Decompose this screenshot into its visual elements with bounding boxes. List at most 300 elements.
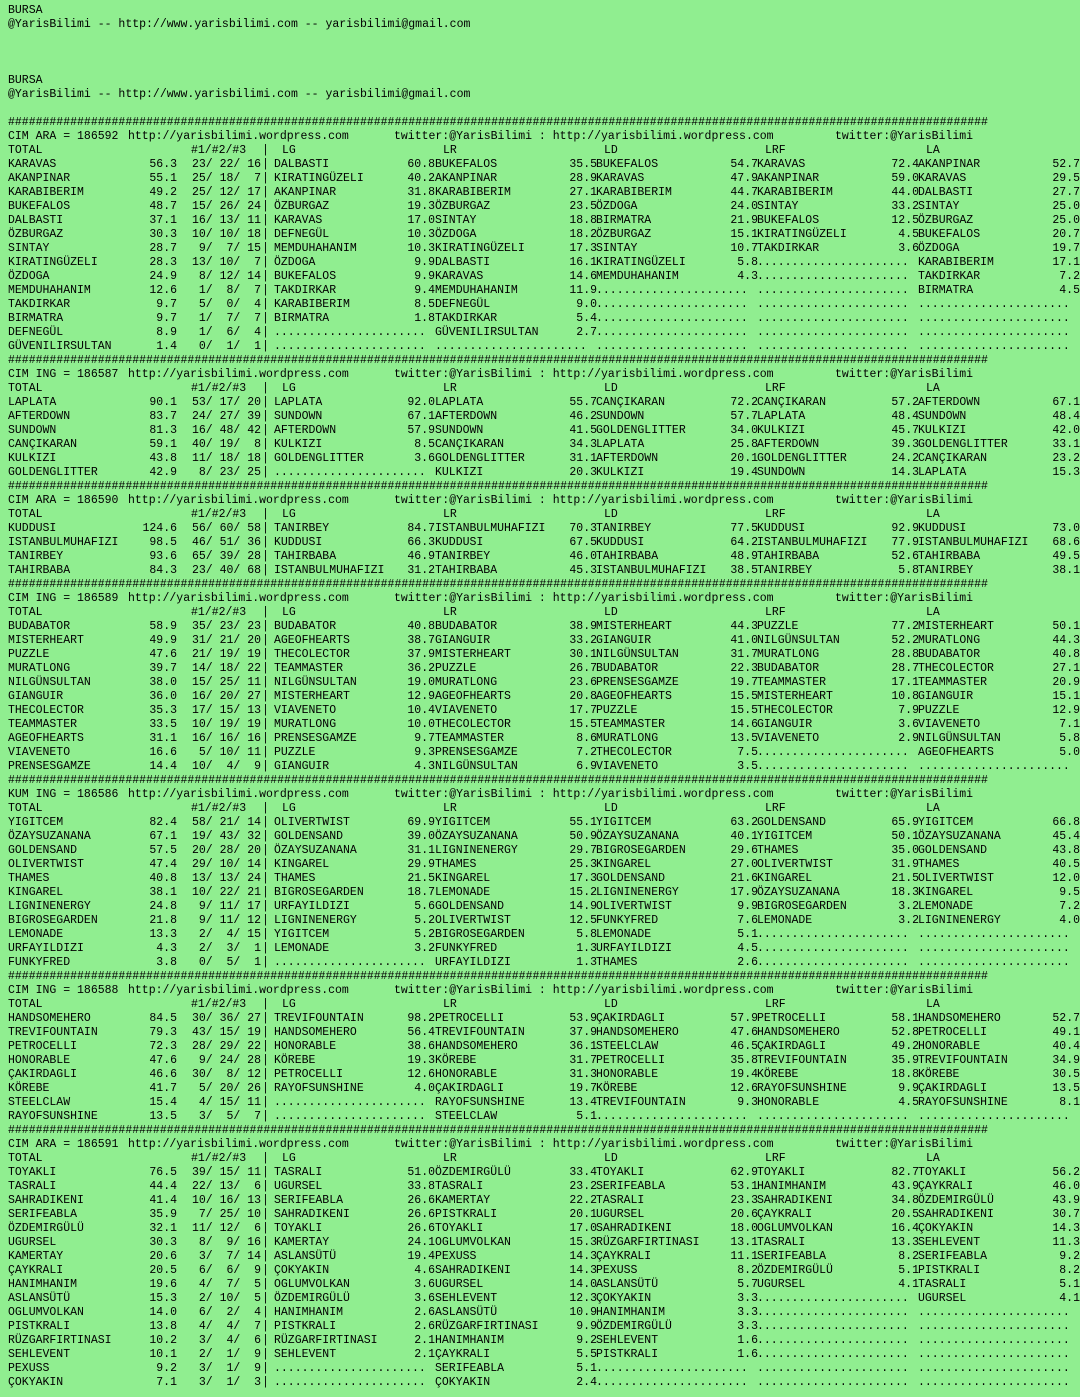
ld-name: ÇOKYAKIN — [596, 1292, 652, 1305]
total-name: YIGITCEM — [8, 816, 64, 829]
total-name: ÖZBURGAZ — [8, 228, 64, 241]
col-divider: | — [262, 214, 269, 227]
col-divider: | — [262, 704, 269, 717]
total-score: 10.1 — [149, 1348, 177, 1361]
lg-empty: ...................... — [274, 1362, 426, 1375]
total-score: 24.8 — [149, 900, 177, 913]
lr-name: RÜZGARFIRTINASI — [435, 1320, 539, 1333]
lr-score: 6.9 — [576, 760, 597, 773]
la-score: 20.7 — [1052, 228, 1080, 241]
separator-line: ############################################################################################################################################## — [8, 354, 988, 367]
col-total: TOTAL — [8, 1152, 43, 1165]
la-name: THECOLECTOR — [918, 662, 994, 675]
total-name: BIRMATRA — [8, 312, 64, 325]
place-counts: 16/ 16/ 16 — [191, 732, 261, 745]
lr-score: 41.5 — [569, 424, 597, 437]
total-score: 30.3 — [149, 1236, 177, 1249]
la-empty: ...................... — [918, 298, 1070, 311]
lrf-name: PETROCELLI — [757, 1012, 827, 1025]
col-total: TOTAL — [8, 802, 43, 815]
total-name: PISTKRALI — [8, 1320, 71, 1333]
column-header — [8, 998, 1080, 1012]
total-name: STEELCLAW — [8, 1096, 71, 1109]
col-divider: | — [262, 1166, 269, 1179]
lr-score: 28.9 — [569, 172, 597, 185]
lg-name: BUDABATOR — [274, 620, 337, 633]
lg-score: 2.1 — [414, 1348, 435, 1361]
table-row — [8, 564, 1080, 578]
total-score: 19.6 — [149, 1278, 177, 1291]
table-row — [8, 956, 1080, 970]
place-counts: 11/ 18/ 18 — [191, 452, 261, 465]
la-score: 15.3 — [1052, 466, 1080, 479]
col-divider: | — [262, 1110, 269, 1123]
lg-empty: ...................... — [274, 1110, 426, 1123]
la-score: 38.1 — [1052, 564, 1080, 577]
lr-score: 14.9 — [569, 900, 597, 913]
table-row — [8, 1166, 1080, 1180]
lg-name: HANIMHANIM — [274, 1306, 344, 1319]
table-row — [8, 1250, 1080, 1264]
lg-name: GOLDENGLITTER — [274, 452, 364, 465]
intro-line: BURSA — [8, 74, 43, 87]
lrf-empty: ...................... — [757, 256, 909, 269]
lr-score: 30.1 — [569, 648, 597, 661]
lrf-empty: ...................... — [757, 956, 909, 969]
ld-name: URFAYILDIZI — [596, 942, 672, 955]
total-score: 13.8 — [149, 1320, 177, 1333]
ld-name: KUDDUSI — [596, 536, 645, 549]
column-header — [8, 1152, 1080, 1166]
lg-score: 33.8 — [407, 1180, 435, 1193]
lr-name: THAMES — [435, 858, 477, 871]
lg-name: SEHLEVENT — [274, 1348, 337, 1361]
table-row — [8, 256, 1080, 270]
lg-name: URFAYILDIZI — [274, 900, 350, 913]
lg-score: 9.3 — [414, 746, 435, 759]
col-lrf: LRF — [765, 1152, 786, 1165]
ld-score: 9.3 — [737, 1096, 758, 1109]
total-score: 24.9 — [149, 270, 177, 283]
lrf-score: 59.0 — [891, 172, 919, 185]
la-score: 12.9 — [1052, 704, 1080, 717]
place-counts: 15/ 26/ 24 — [191, 200, 261, 213]
lg-score: 1.8 — [414, 312, 435, 325]
table-row — [8, 914, 1080, 928]
lr-name: GOLDENSAND — [435, 900, 505, 913]
la-score: 9.2 — [1059, 1250, 1080, 1263]
col-lg: LG — [282, 508, 296, 521]
place-counts: 30/ 36/ 27 — [191, 1012, 261, 1025]
ld-empty: ...................... — [596, 326, 748, 339]
total-score: 79.3 — [149, 1026, 177, 1039]
lr-score: 36.1 — [569, 1040, 597, 1053]
lr-name: SUNDOWN — [435, 424, 484, 437]
table-row — [8, 634, 1080, 648]
lrf-score: 21.5 — [891, 872, 919, 885]
la-empty: ...................... — [918, 340, 1070, 353]
la-name: VIAVENETO — [918, 718, 981, 731]
la-name: UGURSEL — [918, 1292, 967, 1305]
ld-name: ÖZBURGAZ — [596, 228, 652, 241]
la-score: 49.5 — [1052, 550, 1080, 563]
ld-score: 31.7 — [730, 648, 758, 661]
total-name: OGLUMVOLKAN — [8, 1306, 84, 1319]
lrf-name: TANIRBEY — [757, 564, 813, 577]
col-la: LA — [926, 144, 940, 157]
table-row — [8, 536, 1080, 550]
total-score: 15.3 — [149, 1292, 177, 1305]
total-name: MURATLONG — [8, 662, 71, 675]
la-name: BUKEFALOS — [918, 228, 981, 241]
place-counts: 13/ 13/ 24 — [191, 872, 261, 885]
table-row — [8, 1348, 1080, 1362]
place-counts: 20/ 28/ 20 — [191, 844, 261, 857]
lr-name: STEELCLAW — [435, 1110, 498, 1123]
la-score: 48.4 — [1052, 410, 1080, 423]
total-name: RÜZGARFIRTINASI — [8, 1334, 112, 1347]
place-counts: 10/ 22/ 21 — [191, 886, 261, 899]
col-divider: | — [262, 382, 269, 395]
lr-score: 2.4 — [576, 1376, 597, 1389]
lg-name: LIGNINENERGY — [274, 914, 357, 927]
col-divider: | — [262, 858, 269, 871]
la-score: 73.0 — [1052, 522, 1080, 535]
lg-score: 2.1 — [414, 1334, 435, 1347]
lg-score: 21.5 — [407, 872, 435, 885]
col-divider: | — [262, 438, 269, 451]
total-score: 55.1 — [149, 172, 177, 185]
col-divider: | — [262, 172, 269, 185]
la-score: 67.1 — [1052, 396, 1080, 409]
lg-name: ÖZAYSUZANANA — [274, 844, 357, 857]
ld-score: 22.3 — [730, 662, 758, 675]
lrf-empty: ...................... — [757, 284, 909, 297]
lg-name: ÇOKYAKIN — [274, 1264, 330, 1277]
lrf-score: 45.7 — [891, 424, 919, 437]
lg-score: 92.0 — [407, 396, 435, 409]
la-name: ÇAKIRDAGLI — [918, 1082, 988, 1095]
lr-score: 27.1 — [569, 186, 597, 199]
la-name: SAHRADIKENI — [918, 1208, 994, 1221]
total-score: 98.5 — [149, 536, 177, 549]
total-score: 9.2 — [156, 1362, 177, 1375]
col-divider: | — [262, 1250, 269, 1263]
lg-score: 46.9 — [407, 550, 435, 563]
lg-score: 84.7 — [407, 522, 435, 535]
ld-score: 20.1 — [730, 452, 758, 465]
total-score: 28.3 — [149, 256, 177, 269]
lrf-name: THAMES — [757, 844, 799, 857]
total-name: ÇAKIRDAGLI — [8, 1068, 78, 1081]
ld-name: PUZZLE — [596, 704, 638, 717]
total-score: 7.1 — [156, 1376, 177, 1389]
lr-score: 14.3 — [569, 1250, 597, 1263]
lrf-name: GOLDENGLITTER — [757, 452, 847, 465]
lr-score: 17.7 — [569, 704, 597, 717]
lr-score: 15.5 — [569, 718, 597, 731]
col-divider: | — [262, 816, 269, 829]
col-lg: LG — [282, 998, 296, 1011]
total-score: 82.4 — [149, 816, 177, 829]
lg-score: 67.1 — [407, 410, 435, 423]
lr-score: 9.2 — [576, 1334, 597, 1347]
ld-score: 57.7 — [730, 410, 758, 423]
total-name: MISTERHEART — [8, 634, 84, 647]
lg-name: AFTERDOWN — [274, 424, 337, 437]
lg-name: KULKIZI — [274, 438, 323, 451]
race-label: CIM ING = 186587 — [8, 368, 119, 381]
col-lr: LR — [443, 1152, 457, 1165]
total-name: SAHRADIKENI — [8, 1194, 84, 1207]
place-counts: 21/ 19/ 19 — [191, 648, 261, 661]
place-counts: 4/ 15/ 11 — [198, 1096, 261, 1109]
col-divider: | — [262, 648, 269, 661]
lg-score: 56.4 — [407, 1026, 435, 1039]
la-score: 14.3 — [1052, 1222, 1080, 1235]
la-name: TASRALI — [918, 1278, 967, 1291]
race-header — [8, 984, 1080, 998]
la-score: 4.0 — [1059, 914, 1080, 927]
ld-score: 21.6 — [730, 872, 758, 885]
column-header — [8, 802, 1080, 816]
ld-name: MURATLONG — [596, 732, 659, 745]
intro-line: BURSA — [8, 4, 43, 17]
la-score: 7.2 — [1059, 900, 1080, 913]
total-name: NILGÜNSULTAN — [8, 676, 91, 689]
table-row — [8, 550, 1080, 564]
total-name: SINTAY — [8, 242, 50, 255]
ld-score: 29.6 — [730, 844, 758, 857]
ld-name: KIRATINGÜZELI — [596, 256, 686, 269]
lrf-name: KUDDUSI — [757, 522, 806, 535]
total-score: 36.0 — [149, 690, 177, 703]
col-divider: | — [262, 284, 269, 297]
ld-score: 19.7 — [730, 676, 758, 689]
lrf-score: 65.9 — [891, 816, 919, 829]
ld-name: MISTERHEART — [596, 620, 672, 633]
lg-name: OGLUMVOLKAN — [274, 1278, 350, 1291]
place-counts: 10/ 4/ 9 — [191, 760, 261, 773]
place-counts: 1/ 6/ 4 — [198, 326, 261, 339]
lrf-score: 24.2 — [891, 452, 919, 465]
table-row — [8, 620, 1080, 634]
col-divider: | — [262, 186, 269, 199]
col-lrf: LRF — [765, 606, 786, 619]
ld-score: 8.2 — [737, 1264, 758, 1277]
total-name: PEXUSS — [8, 1362, 50, 1375]
lg-score: 12.9 — [407, 690, 435, 703]
lrf-score: 58.1 — [891, 1012, 919, 1025]
ld-score: 3.3 — [737, 1320, 758, 1333]
place-counts: 10/ 16/ 13 — [191, 1194, 261, 1207]
lrf-name: GIANGUIR — [757, 718, 813, 731]
col-lr: LR — [443, 144, 457, 157]
lrf-score: 28.7 — [891, 662, 919, 675]
lrf-score: 3.2 — [898, 900, 919, 913]
lrf-name: RAYOFSUNSHINE — [757, 1082, 847, 1095]
lr-name: ISTANBULMUHAFIZI — [435, 522, 546, 535]
lr-score: 5.5 — [576, 1348, 597, 1361]
lrf-score: 3.6 — [898, 718, 919, 731]
lr-score: 2.7 — [576, 326, 597, 339]
table-row — [8, 928, 1080, 942]
separator-line: ############################################################################################################################################## — [8, 774, 988, 787]
table-row — [8, 200, 1080, 214]
lrf-score: 52.8 — [891, 1026, 919, 1039]
table-row — [8, 662, 1080, 676]
la-name: LEMONADE — [918, 900, 974, 913]
lrf-score: 10.8 — [891, 690, 919, 703]
col-divider: | — [262, 998, 269, 1011]
lrf-score: 9.9 — [898, 1082, 919, 1095]
la-name: SERIFEABLA — [918, 1250, 988, 1263]
col-positions: #1/#2/#3 — [191, 998, 247, 1011]
lr-score: 20.3 — [569, 466, 597, 479]
table-row — [8, 242, 1080, 256]
la-score: 52.7 — [1052, 1012, 1080, 1025]
col-divider: | — [262, 396, 269, 409]
lrf-score: 5.1 — [898, 1264, 919, 1277]
lrf-name: TEAMMASTER — [757, 676, 827, 689]
ld-name: GOLDENGLITTER — [596, 424, 686, 437]
la-name: TAHIRBABA — [918, 550, 981, 563]
lr-name: THECOLECTOR — [435, 718, 511, 731]
ld-name: TASRALI — [596, 1194, 645, 1207]
lr-score: 38.9 — [569, 620, 597, 633]
col-divider: | — [262, 564, 269, 577]
lrf-score: 20.5 — [891, 1208, 919, 1221]
lg-name: DEFNEGÜL — [274, 228, 330, 241]
lr-name: GIANGUIR — [435, 634, 491, 647]
lrf-name: AKANPINAR — [757, 172, 820, 185]
place-counts: 2/ 3/ 1 — [198, 942, 261, 955]
ld-name: KÖREBE — [596, 1082, 638, 1095]
ld-score: 54.7 — [730, 158, 758, 171]
lrf-score: 48.4 — [891, 410, 919, 423]
total-name: ÖZDOGA — [8, 270, 50, 283]
lg-name: PETROCELLI — [274, 1068, 344, 1081]
lrf-name: KARABIBERIM — [757, 186, 833, 199]
separator-line: ############################################################################################################################################## — [8, 578, 988, 591]
ld-score: 21.9 — [730, 214, 758, 227]
la-score: 5.0 — [1059, 746, 1080, 759]
lr-name: KAMERTAY — [435, 1194, 491, 1207]
lrf-score: 8.2 — [898, 1250, 919, 1263]
place-counts: 28/ 29/ 22 — [191, 1040, 261, 1053]
table-row — [8, 466, 1080, 480]
separator-line: ############################################################################################################################################## — [8, 1124, 988, 1137]
col-la: LA — [926, 802, 940, 815]
total-score: 84.5 — [149, 1012, 177, 1025]
table-row — [8, 1292, 1080, 1306]
total-name: KÖREBE — [8, 1082, 50, 1095]
lg-score: 9.9 — [414, 270, 435, 283]
total-name: GOLDENGLITTER — [8, 466, 98, 479]
total-name: LAPLATA — [8, 396, 57, 409]
lg-name: ÖZDEMIRGÜLÜ — [274, 1292, 350, 1305]
ld-score: 1.6 — [737, 1348, 758, 1361]
twitter-handle: twitter:@YarisBilimi — [835, 592, 974, 605]
lg-name: PUZZLE — [274, 746, 316, 759]
total-score: 13.5 — [149, 1110, 177, 1123]
la-name: SEHLEVENT — [918, 1236, 981, 1249]
ld-score: 47.9 — [730, 172, 758, 185]
lg-name: LAPLATA — [274, 396, 323, 409]
place-counts: 13/ 10/ 7 — [191, 256, 261, 269]
total-score: 38.0 — [149, 676, 177, 689]
lg-score: 2.6 — [414, 1306, 435, 1319]
lrf-name: HONORABLE — [757, 1096, 820, 1109]
total-score: 90.1 — [149, 396, 177, 409]
ld-score: 72.2 — [730, 396, 758, 409]
ld-name: TANIRBEY — [596, 522, 652, 535]
la-score: 25.0 — [1052, 200, 1080, 213]
la-empty: ...................... — [918, 1348, 1070, 1361]
place-counts: 4/ 4/ 7 — [198, 1320, 261, 1333]
lg-score: 10.0 — [407, 718, 435, 731]
la-name: KINGAREL — [918, 886, 974, 899]
total-name: BUDABATOR — [8, 620, 71, 633]
place-counts: 15/ 25/ 11 — [191, 676, 261, 689]
col-lrf: LRF — [765, 382, 786, 395]
ld-score: 11.1 — [730, 1250, 758, 1263]
lrf-score: 49.2 — [891, 1040, 919, 1053]
col-la: LA — [926, 1152, 940, 1165]
place-counts: 7/ 25/ 10 — [198, 1208, 261, 1221]
twitter-handle: twitter:@YarisBilimi — [835, 984, 974, 997]
col-ld: LD — [604, 802, 618, 815]
ld-score: 19.4 — [730, 1068, 758, 1081]
col-la: LA — [926, 508, 940, 521]
lrf-name: TASRALI — [757, 1236, 806, 1249]
col-divider: | — [262, 1040, 269, 1053]
lrf-name: LAPLATA — [757, 410, 806, 423]
place-counts: 2/ 1/ 9 — [198, 1348, 261, 1361]
race-label: CIM ING = 186588 — [8, 984, 119, 997]
total-score: 9.7 — [156, 312, 177, 325]
total-score: 35.3 — [149, 704, 177, 717]
place-counts: 16/ 13/ 11 — [191, 214, 261, 227]
lrf-score: 52.2 — [891, 634, 919, 647]
col-la: LA — [926, 998, 940, 1011]
lr-name: SINTAY — [435, 214, 477, 227]
la-score: 34.9 — [1052, 1054, 1080, 1067]
lr-score: 22.2 — [569, 1194, 597, 1207]
lrf-score: 13.3 — [891, 1236, 919, 1249]
la-score: 27.1 — [1052, 662, 1080, 675]
la-name: TREVIFOUNTAIN — [918, 1054, 1008, 1067]
table-row — [8, 312, 1080, 326]
place-counts: 11/ 12/ 6 — [191, 1222, 261, 1235]
col-divider: | — [262, 732, 269, 745]
lr-score: 15.2 — [569, 886, 597, 899]
race-header — [8, 130, 1080, 144]
col-divider: | — [262, 536, 269, 549]
place-counts: 9/ 7/ 15 — [198, 242, 261, 255]
intro-line: @YarisBilimi -- http://www.yarisbilimi.com -- yarisbilimi@gmail.com — [8, 18, 471, 31]
la-name: KULKIZI — [918, 424, 967, 437]
col-divider: | — [262, 830, 269, 843]
table-row — [8, 1068, 1080, 1082]
ld-name: SUNDOWN — [596, 410, 645, 423]
lg-score: 98.2 — [407, 1012, 435, 1025]
lr-score: 70.3 — [569, 522, 597, 535]
col-ld: LD — [604, 144, 618, 157]
lr-name: ÇAYKRALI — [435, 1348, 491, 1361]
ld-name: RÜZGARFIRTINASI — [596, 1236, 700, 1249]
race-label: CIM ING = 186589 — [8, 592, 119, 605]
